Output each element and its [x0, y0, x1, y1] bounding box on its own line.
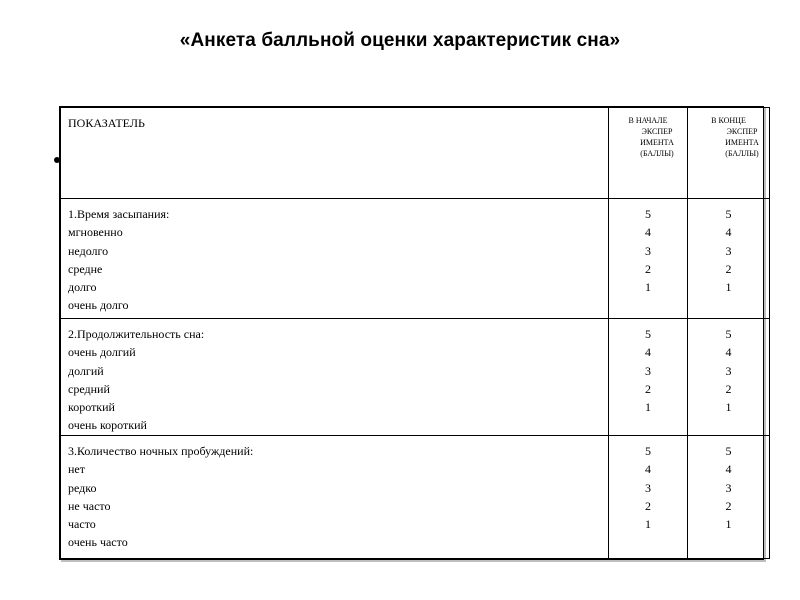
score-value: 1 [645, 400, 651, 415]
section-title: 2.Продолжительность сна: [68, 327, 205, 341]
header-start-cell [609, 108, 688, 199]
option-label: долго [68, 280, 97, 295]
score-value: 4 [645, 345, 651, 360]
score-value: 4 [725, 462, 732, 477]
score-value: 4 [645, 462, 651, 477]
score-value: 3 [725, 243, 732, 258]
indicator-cell [61, 436, 609, 559]
indicator-cell [61, 199, 609, 319]
header-end-cell [688, 108, 770, 199]
table-header-row [61, 108, 770, 199]
score-value: 4 [725, 225, 732, 240]
score-value: 1 [645, 517, 651, 532]
score-value: 1 [645, 280, 651, 295]
score-value: 3 [645, 480, 651, 495]
score-value: 4 [645, 225, 651, 240]
score-value: 5 [645, 327, 651, 341]
option-label: мгновенно [68, 225, 123, 240]
score-value: 2 [725, 261, 732, 276]
option-label: нет [68, 462, 85, 477]
section-title: 3.Количество ночных пробуждений: [68, 444, 254, 458]
option-label: очень короткий [68, 418, 147, 433]
option-label: очень часто [68, 535, 128, 550]
end-scores-cell [688, 436, 770, 559]
option-label: не часто [68, 498, 111, 513]
start-scores-cell [609, 319, 688, 436]
option-label: часто [68, 517, 96, 532]
score-value: 2 [645, 381, 651, 396]
indicator-cell [61, 319, 609, 436]
end-scores-cell [688, 319, 770, 436]
option-label: средний [68, 381, 110, 396]
option-label: очень долго [68, 298, 129, 313]
score-value: 2 [725, 498, 732, 513]
score-value: 5 [645, 207, 651, 221]
header-start-rest: ЭКСПЕРИМЕНТА (БАЛЛЫ) [640, 127, 674, 158]
score-value: 4 [725, 345, 732, 360]
page-title: «Анкета балльной оценки характеристик сна» [179, 30, 621, 51]
score-value: 2 [645, 261, 651, 276]
score-value: 1 [725, 280, 732, 295]
option-label: короткий [68, 400, 115, 415]
option-label: редко [68, 480, 97, 495]
questionnaire-table [59, 106, 764, 560]
score-value: 3 [725, 363, 732, 378]
start-scores-cell [609, 436, 688, 559]
header-end-rest: ЭКСПЕРИМЕНТА (БАЛЛЫ) [725, 127, 759, 158]
table-row [61, 436, 770, 559]
score-value: 1 [725, 400, 732, 415]
header-start-first: В НАЧАЛЕ [628, 116, 668, 125]
header-end-first: В КОНЦЕ [711, 116, 746, 125]
option-label: очень долгий [68, 345, 136, 360]
header-indicator: ПОКАЗАТЕЛЬ [68, 116, 145, 130]
score-value: 5 [725, 327, 732, 341]
end-scores-cell [688, 199, 770, 319]
option-label: долгий [68, 363, 104, 378]
option-label: недолго [68, 243, 109, 258]
score-value: 3 [645, 243, 651, 258]
score-value: 5 [725, 444, 732, 458]
score-value: 5 [645, 444, 651, 458]
score-value: 3 [645, 363, 651, 378]
score-value: 2 [725, 381, 732, 396]
score-value: 3 [725, 480, 732, 495]
start-scores-cell [609, 199, 688, 319]
table-row [61, 319, 770, 436]
section-title: 1.Время засыпания: [68, 207, 170, 221]
option-label: средне [68, 261, 103, 276]
score-value: 1 [725, 517, 732, 532]
header-indicator-cell [61, 108, 609, 199]
table-row [61, 199, 770, 319]
score-value: 5 [725, 207, 732, 221]
score-value: 2 [645, 498, 651, 513]
